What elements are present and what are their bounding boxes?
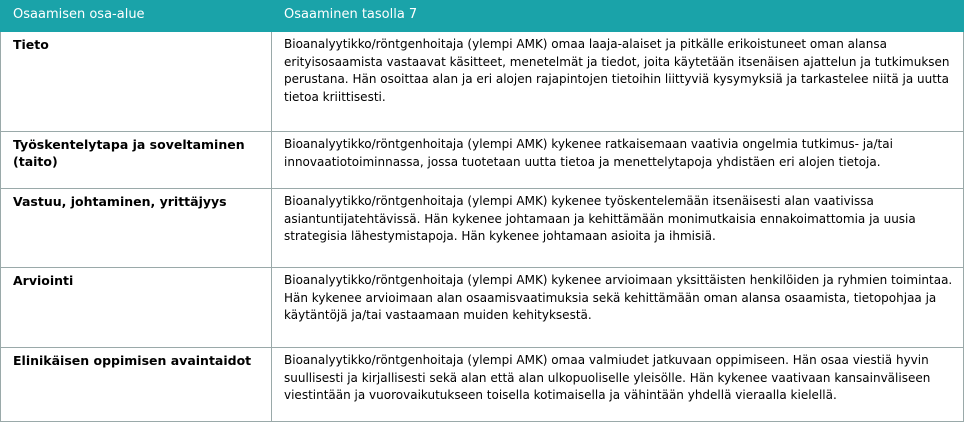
- row-description: Bioanalyytikko/röntgenhoitaja (ylempi AMK) kykenee arvioimaan yksittäisten henkilöiden ja ryhmien toimintaa. Hän kykenee arvioimaan alan osaamisvaatimuksia sekä kehittämään oman alansa osaamista, tietopohjaa ja käytäntöjä ja/tai vastaamaan muiden kehityksestä.: [272, 268, 964, 348]
- header-level: Osaaminen tasolla 7: [272, 1, 964, 32]
- table-row: [1, 268, 964, 348]
- row-description: Bioanalyytikko/röntgenhoitaja (ylempi AMK) omaa laaja-alaiset ja pitkälle erikoistuneet oman alansa erityisosaamista vastaavat käsitteet, menetelmät ja tiedot, joita käytetään itsenäisen ajattelun ja tutkimuksen perustana. Hän osoittaa alan ja eri alojen rajapintojen tietoihin liittyviä kysymyksiä ja tarkastelee niitä ja uutta tietoa kriittisesti.: [272, 32, 964, 132]
- table-row: [1, 32, 964, 132]
- table-row: [1, 132, 964, 189]
- header-row: [1, 1, 964, 32]
- row-area-label: Vastuu, johtaminen, yrittäjyys: [1, 189, 272, 268]
- row-area-label: Työskentelytapa ja soveltaminen (taito): [1, 132, 272, 189]
- header-area: Osaamisen osa-alue: [1, 1, 272, 32]
- row-area-label: Elinikäisen oppimisen avaintaidot: [1, 348, 272, 422]
- table-row: [1, 189, 964, 268]
- table-row: [1, 348, 964, 422]
- row-description: Bioanalyytikko/röntgenhoitaja (ylempi AMK) kykenee työskentelemään itsenäisesti alan vaativissa asiantuntijatehtävissä. Hän kykenee johtamaan ja kehittämään monimutkaisia ennakoimattomia ja uusia strategisia lähestymistapoja. Hän kykenee johtamaan asioita ja ihmisiä.: [272, 189, 964, 268]
- row-area-label: Tieto: [1, 32, 272, 132]
- row-area-label: Arviointi: [1, 268, 272, 348]
- row-description: Bioanalyytikko/röntgenhoitaja (ylempi AMK) omaa valmiudet jatkuvaan oppimiseen. Hän osaa viestiä hyvin suullisesti ja kirjallisesti sekä alan että alan ulkopuoliselle yleisölle. Hän kykenee vaativaan kansainväliseen viestintään ja vuorovaikutukseen toisella kotimaisella ja vähintään yhdellä vieraalla kielellä.: [272, 348, 964, 422]
- row-description: Bioanalyytikko/röntgenhoitaja (ylempi AMK) kykenee ratkaisemaan vaativia ongelmia tutkimus- ja/tai innovaatiotoiminnassa, jossa tuotetaan uutta tietoa ja menettelytapoja yhdistäen eri alojen tietoja.: [272, 132, 964, 189]
